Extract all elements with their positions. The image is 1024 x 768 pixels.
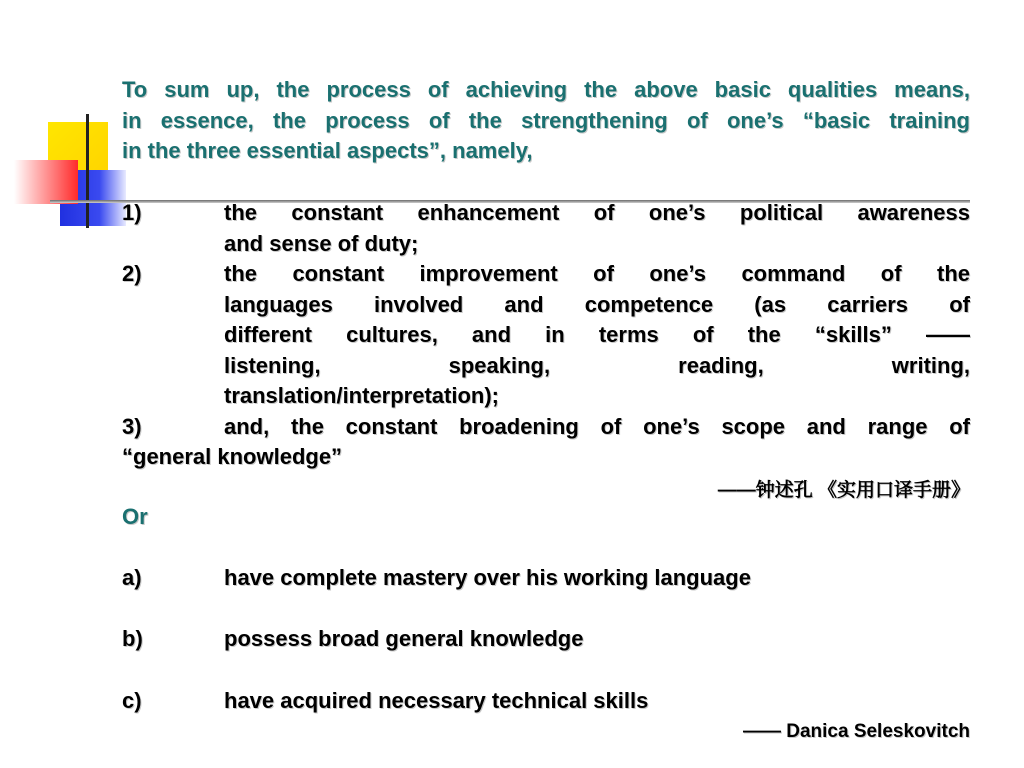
or-label: Or [122, 504, 148, 529]
list-item-2 [122, 259, 970, 412]
list-item-line: and, the constant broadening of one’s scope and range of [224, 413, 970, 439]
list-item-c [122, 686, 648, 717]
list-number: 3) [122, 413, 142, 439]
list-item-3 [122, 412, 970, 473]
list-item-text: have acquired necessary technical skills [224, 688, 649, 713]
intro-line: in essence, the process of the strengthening of one’s “basic training [122, 107, 970, 133]
list-letter: c) [122, 688, 142, 713]
list-item-line: and sense of duty; [224, 230, 419, 256]
list-number: 1) [122, 200, 142, 225]
list-number: 2) [122, 261, 142, 286]
list-item-line: translation/interpretation); [224, 383, 500, 408]
list-item-body [224, 412, 970, 443]
list-item-body [224, 259, 970, 412]
list-item-text: possess broad general knowledge [224, 626, 584, 651]
list-item-line: listening, speaking, reading, writing, [224, 352, 970, 378]
intro-line: To sum up, the process of achieving the above basic qualities means, [122, 77, 970, 102]
decorative-red-square [14, 160, 78, 204]
list-item-text: have complete mastery over his working language [224, 565, 751, 590]
attribution-chinese: ——钟述孔 《实用口译手册》 [717, 480, 970, 501]
list-letter: a) [122, 565, 142, 590]
list-item-b [122, 624, 583, 655]
intro-line: in the three essential aspects”, namely, [122, 138, 533, 163]
list-item-a [122, 563, 751, 594]
decorative-vertical-line [86, 114, 89, 228]
list-letter: b) [122, 626, 143, 651]
list-item-body [224, 198, 970, 259]
attribution-seleskovitch: —— Danica Seleskovitch [742, 721, 970, 742]
list-item-line: languages involved and competence (as carriers of [224, 291, 970, 317]
list-item-continuation: “general knowledge” [122, 444, 343, 469]
list-item-line: different cultures, and in terms of the “skills” —— [224, 322, 970, 347]
list-item-1 [122, 198, 970, 259]
numbered-list [122, 198, 970, 473]
list-item-line: the constant enhancement of one’s political awareness [224, 200, 970, 225]
intro-paragraph [122, 75, 970, 167]
list-item-line: the constant improvement of one’s command of the [224, 261, 970, 286]
